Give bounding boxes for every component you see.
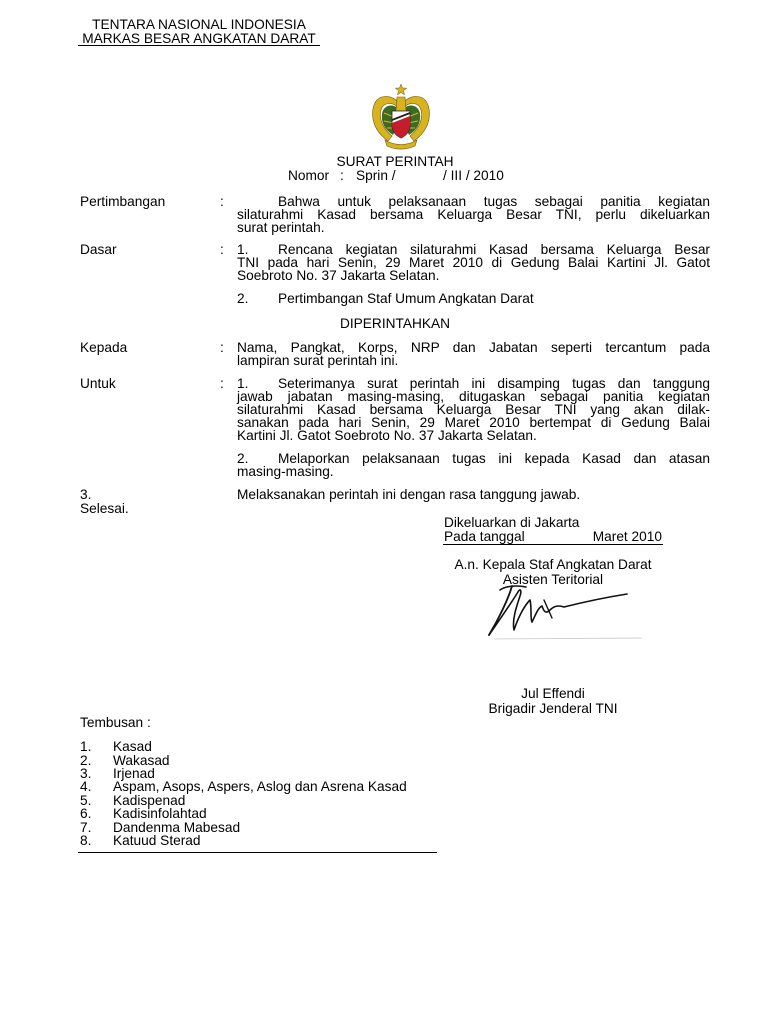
section-colon: : [220, 340, 224, 356]
distribution-item [80, 767, 440, 780]
item-first-line [237, 452, 710, 465]
section-body [237, 377, 710, 478]
signatory-name: Jul Effendi [521, 686, 585, 702]
item-line: silaturahmi Kasad bersama Keluarga Besar TNI yang akan dilak- [237, 402, 710, 418]
distribution-text: Katuud Sterad [113, 833, 201, 849]
distribution-label: Tembusan : [80, 715, 151, 731]
issuance-date-value: Maret 2010 [592, 529, 662, 545]
body-line: surat perintah. [237, 220, 325, 236]
section-label: Kepada [80, 340, 128, 356]
command-heading: DIPERINTAHKAN [339, 316, 451, 332]
document-number-suffix: / III / 2010 [443, 168, 504, 184]
distribution-list [80, 740, 440, 847]
signatory-block [443, 558, 663, 718]
distribution-item [80, 780, 440, 793]
item-number: 2. [237, 291, 249, 307]
item-text: Seterimanya surat perintah ini disamping tugas dan tanggung [278, 376, 710, 392]
issuance-date [443, 530, 663, 545]
emblem-center-column [396, 97, 406, 111]
distribution-text: Kadisinfolahtad [113, 806, 207, 822]
distribution-number: 5. [80, 792, 92, 808]
section-label: Pertimbangan [80, 194, 166, 210]
closing-end: Selesai. [80, 501, 129, 517]
numbered-item [237, 377, 710, 442]
section-body [237, 195, 710, 234]
document-number-prefix: Sprin / [356, 168, 396, 184]
item-number: 1. [237, 242, 249, 258]
item-line: sanakan pada hari Senin, 29 Maret 2010 bertempat di Gedung Balai [237, 415, 710, 431]
document-title: SURAT PERINTAH [336, 154, 454, 170]
emblem-star [395, 84, 406, 95]
distribution-text: Aspam, Asops, Aspers, Aslog dan Asrena Kasad [113, 779, 407, 795]
letterhead [78, 18, 320, 47]
body-line: Nama, Pangkat, Korps, NRP dan Jabatan seperti tercantum pada [237, 340, 710, 356]
distribution-number: 7. [80, 819, 92, 835]
item-line: masing-masing. [237, 464, 334, 480]
signatory-on-behalf: A.n. Kepala Staf Angkatan Darat [454, 557, 652, 573]
signature-scrawl [489, 590, 627, 635]
document-number-label: Nomor [288, 168, 330, 184]
signatory-rank: Brigadir Jenderal TNI [488, 701, 618, 717]
signature-faint-rule [494, 638, 642, 639]
item-number: 1. [237, 376, 249, 392]
item-text: Melaporkan pelaksanaan tugas ini kepada Kasad dan atasan [278, 451, 710, 467]
issuance-date-label: Pada tanggal [444, 529, 525, 545]
handwritten-signature-icon [482, 578, 647, 644]
section-body [237, 341, 710, 367]
item-first-line [237, 243, 710, 256]
distribution-item [80, 807, 440, 820]
section-colon: : [220, 194, 224, 210]
distribution-number: 6. [80, 806, 92, 822]
closing-number: 3. [80, 487, 92, 503]
section-body [237, 243, 710, 305]
numbered-item [237, 292, 710, 305]
distribution-text: Wakasad [113, 752, 170, 768]
body-line: silaturahmi Kasad bersama Keluarga Besar TNI, perlu dikeluarkan [237, 207, 710, 223]
emblem-ribbon [385, 140, 417, 149]
section-label: Untuk [80, 376, 116, 392]
letterhead-institution: TENTARA NASIONAL INDONESIA [92, 16, 306, 32]
section-colon: : [220, 242, 224, 258]
distribution-number: 2. [80, 752, 92, 768]
item-first-line [237, 292, 710, 305]
signature-top-bar [500, 586, 526, 590]
distribution-item [80, 821, 440, 834]
item-line: Soebroto No. 37 Jakarta Selatan. [237, 268, 440, 284]
distribution-number: 3. [80, 766, 92, 782]
distribution-item [80, 834, 440, 847]
distribution-number: 8. [80, 833, 92, 849]
distribution-text: Kasad [113, 739, 152, 755]
distribution-item [80, 754, 440, 767]
distribution-item [80, 740, 440, 753]
letterhead-unit: MARKAS BESAR ANGKATAN DARAT [78, 32, 320, 47]
distribution-underline [78, 852, 437, 853]
distribution-text: Kadispenad [113, 792, 186, 808]
section-colon: : [220, 376, 224, 392]
signature-descender [489, 586, 512, 635]
item-text: Pertimbangan Staf Umum Angkatan Darat [278, 291, 534, 307]
document-number-colon: : [340, 168, 344, 184]
distribution-text: Irjenad [113, 766, 155, 782]
closing-body [237, 488, 710, 501]
numbered-item [237, 243, 710, 282]
item-line: jawab jabatan masing-masing, ditugaskan sebagai panitia kegiatan [237, 389, 710, 405]
item-first-line [237, 377, 710, 390]
distribution-number: 4. [80, 779, 92, 795]
item-text: Rencana kegiatan silaturahmi Kasad bersama Keluarga Besar [278, 242, 710, 258]
body-line: lampiran surat perintah ini. [237, 353, 399, 369]
army-emblem-icon [370, 83, 432, 151]
document-number [0, 169, 768, 182]
issuance-block [443, 516, 663, 545]
item-number: 2. [237, 451, 249, 467]
body-line: Bahwa untuk pelaksanaan tugas sebagai panitia kegiatan [278, 194, 710, 210]
item-line: Kartini Jl. Gatot Soebroto No. 37 Jakarta Selatan. [237, 428, 537, 444]
distribution-item [80, 794, 440, 807]
section-label: Dasar [80, 242, 117, 258]
signatory-position: Asisten Teritorial [502, 572, 604, 588]
issuance-place: Dikeluarkan di Jakarta [444, 515, 580, 531]
distribution-text: Dandenma Mabesad [113, 819, 241, 835]
item-line: TNI pada hari Senin, 29 Maret 2010 di Gedung Balai Kartini Jl. Gatot [237, 255, 710, 271]
numbered-item [237, 452, 710, 478]
distribution-number: 1. [80, 739, 92, 755]
closing-text: Melaksanakan perintah ini dengan rasa tanggung jawab. [237, 487, 581, 503]
